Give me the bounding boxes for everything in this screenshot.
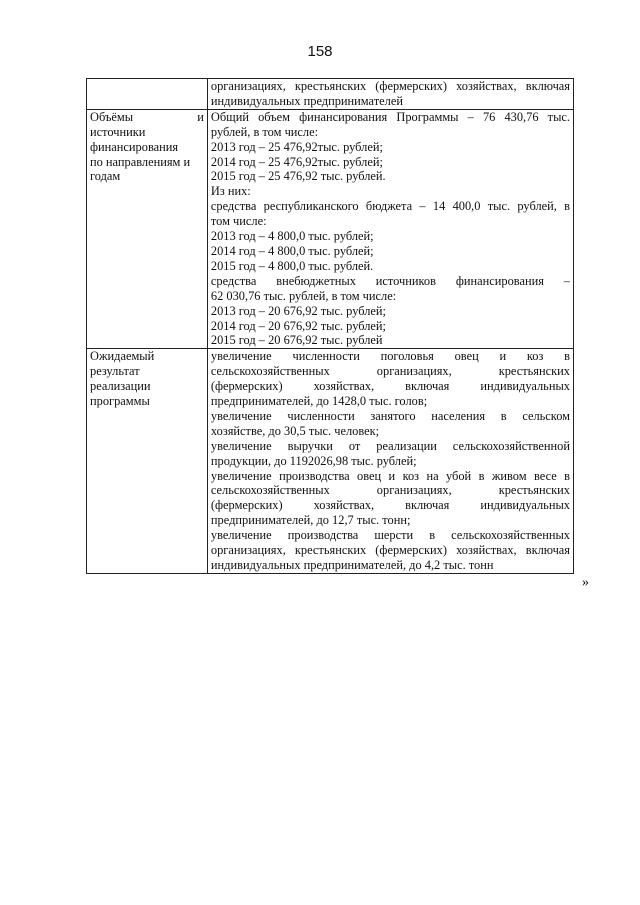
label-line: источники bbox=[90, 124, 146, 139]
table-row bbox=[87, 109, 574, 349]
label-line: Объёмы и bbox=[90, 109, 204, 124]
label-line: по направлениям и bbox=[90, 154, 191, 169]
passport-table bbox=[86, 78, 574, 574]
label-line: реализации bbox=[90, 379, 151, 394]
text-line: (фермерских) хозяйствах, включая индивидуальных bbox=[210, 498, 570, 513]
text-line: хозяйстве, до 30,5 тыс. человек; bbox=[210, 423, 380, 438]
text-line: индивидуальных предпринимателей, до 4,2 тыс. тонн bbox=[210, 558, 494, 572]
text-line: 2013 год – 20 676,92 тыс. рублей; bbox=[210, 303, 387, 318]
text-line: 2015 год – 25 476,92 тыс. рублей. bbox=[210, 169, 386, 184]
text-line: 2013 год – 25 476,92тыс. рублей; bbox=[210, 139, 383, 154]
text-line: средства внебюджетных источников финансирования – bbox=[210, 273, 570, 288]
table-row bbox=[87, 349, 574, 574]
row-content-cell bbox=[207, 79, 573, 110]
text-line: сельскохозяйственных организациях, крестьянских bbox=[210, 364, 570, 379]
text-line: увеличение выручки от реализации сельскохозяйственной bbox=[210, 438, 570, 453]
label-line: годам bbox=[90, 169, 121, 184]
row-label-cell bbox=[87, 79, 208, 110]
label-line: результат bbox=[90, 364, 140, 379]
row-label-cell bbox=[87, 349, 208, 574]
text-line: 2013 год – 4 800,0 тыс. рублей; bbox=[210, 229, 374, 244]
text-line: увеличение численности поголовья овец и коз в bbox=[210, 349, 570, 364]
label-line: финансирования bbox=[90, 139, 179, 154]
label-line: программы bbox=[90, 394, 150, 409]
label-line: Ожидаемый bbox=[90, 349, 155, 364]
text-line: 2014 год – 20 676,92 тыс. рублей; bbox=[210, 318, 387, 333]
text-line: организациях, крестьянских (фермерских) хозяйствах, включая bbox=[210, 543, 570, 558]
closing-quote: » bbox=[582, 575, 589, 590]
text-line: 2015 год – 4 800,0 тыс. рублей. bbox=[210, 258, 374, 273]
table-row bbox=[87, 79, 574, 110]
text-line: увеличение производства шерсти в сельскохозяйственных bbox=[210, 528, 570, 543]
text-line: увеличение производства овец и коз на убой в живом весе в bbox=[210, 468, 570, 483]
text-line: том числе: bbox=[210, 214, 267, 229]
text-line: рублей, в том числе: bbox=[210, 124, 319, 139]
text-line: (фермерских) хозяйствах, включая индивидуальных bbox=[210, 379, 570, 394]
text-line: предпринимателей, до 12,7 тыс. тонн; bbox=[210, 513, 411, 528]
row-content-cell bbox=[207, 349, 573, 574]
text-line: предпринимателей, до 1428,0 тыс. голов; bbox=[210, 394, 428, 409]
text-line: Общий объем финансирования Программы – 76 430,76 тыс. bbox=[210, 109, 570, 124]
text-line: 2014 год – 4 800,0 тыс. рублей; bbox=[210, 243, 374, 258]
row-label-cell bbox=[87, 109, 208, 349]
page-number: 158 bbox=[307, 43, 333, 60]
text-line: 62 030,76 тыс. рублей, в том числе: bbox=[210, 288, 397, 303]
text-line: Из них: bbox=[210, 184, 251, 199]
text-line: сельскохозяйственных организациях, крестьянских bbox=[210, 483, 570, 498]
text-line: организациях, крестьянских (фермерских) хозяйствах, включая bbox=[210, 79, 570, 93]
text-line: продукции, до 1192026,98 тыс. рублей; bbox=[210, 453, 417, 468]
text-line: 2014 год – 25 476,92тыс. рублей; bbox=[210, 154, 383, 169]
text-line: увеличение численности занятого населения в сельском bbox=[210, 408, 570, 423]
text-line: 2015 год – 20 676,92 тыс. рублей bbox=[210, 333, 383, 348]
text-line: индивидуальных предпринимателей bbox=[210, 93, 403, 108]
text-line: средства республиканского бюджета – 14 400,0 тыс. рублей, в bbox=[210, 199, 570, 214]
row-content-cell bbox=[207, 109, 573, 349]
